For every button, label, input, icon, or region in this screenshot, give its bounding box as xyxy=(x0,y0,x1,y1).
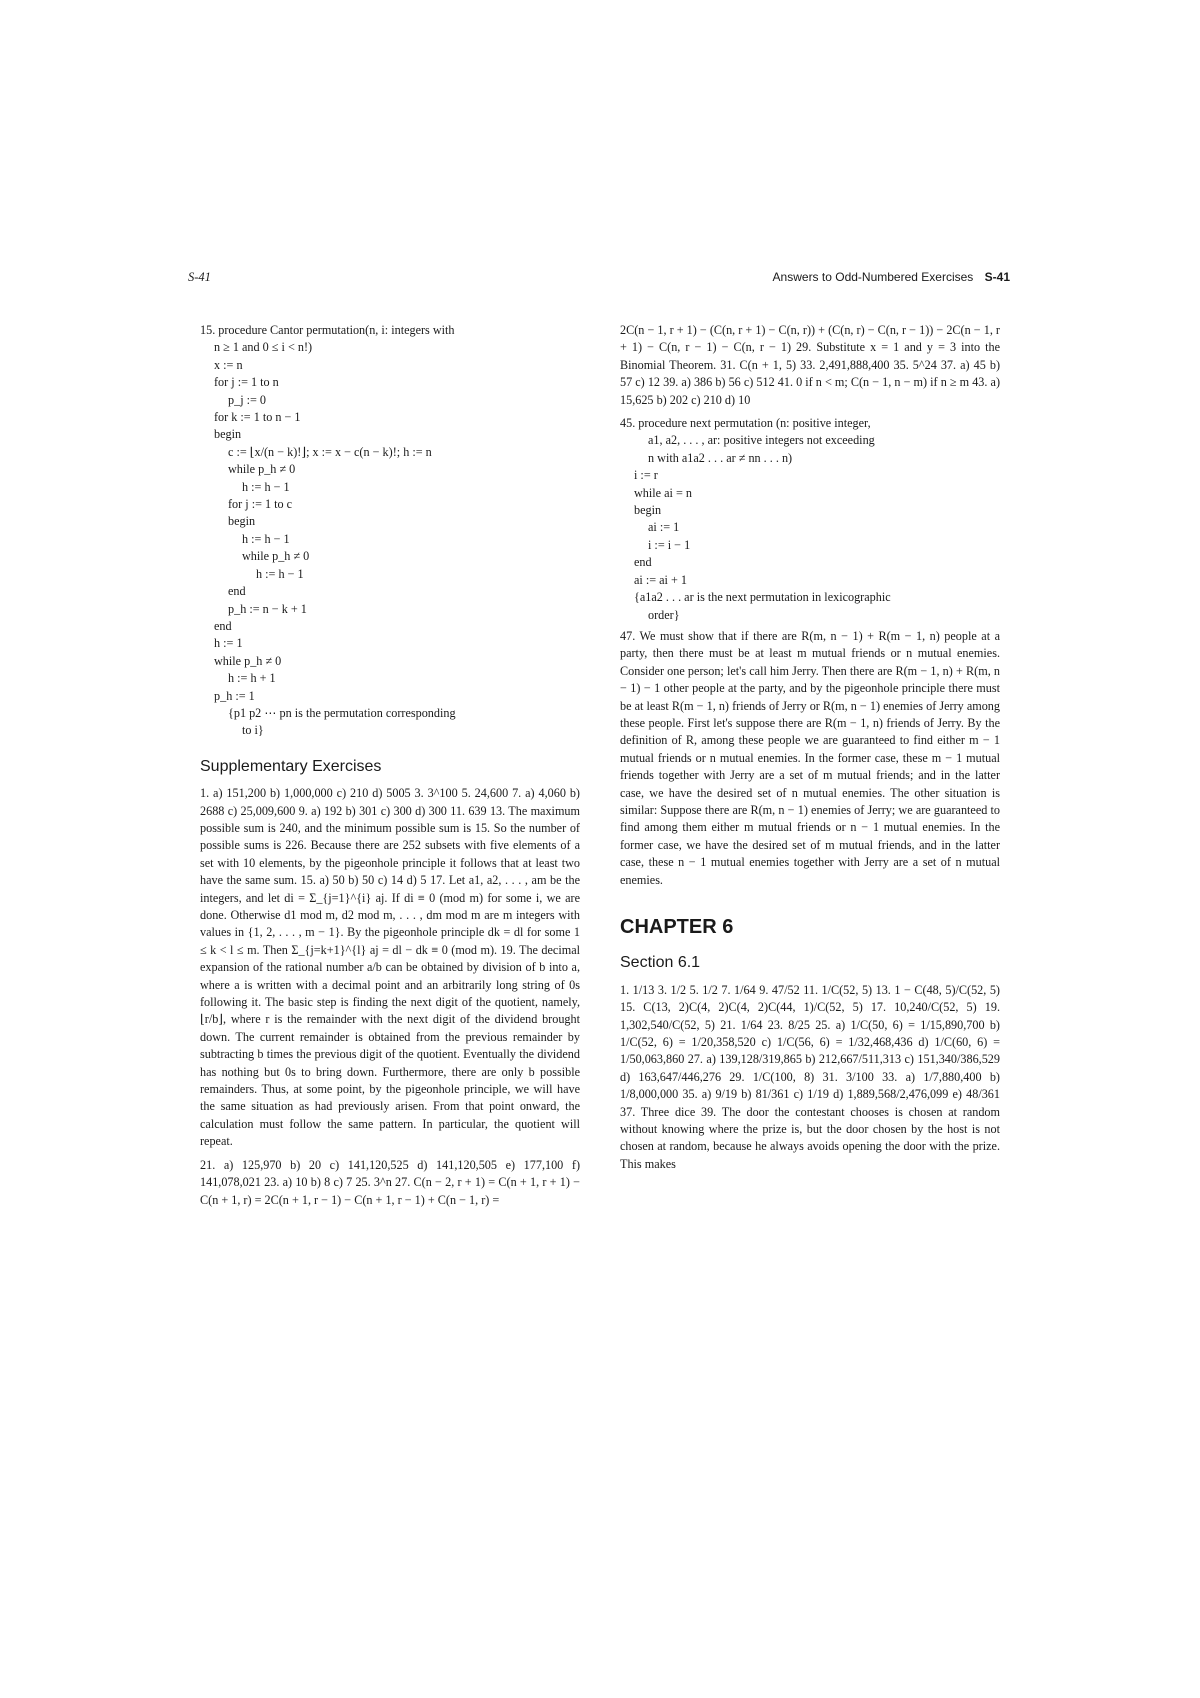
code-comment: {p1 p2 ⋯ pn is the permutation corresponding xyxy=(228,705,456,720)
code-line: p_j := 0 xyxy=(228,392,267,407)
code-line: while p_h ≠ 0 xyxy=(228,462,296,477)
code-line: end xyxy=(634,555,652,570)
left-column xyxy=(200,322,580,1215)
supplementary-answers: 1. a) 151,200 b) 1,000,000 c) 210 d) 5005 3. 3^100 5. 24,600 7. a) 4,060 b) 2688 c) 25,009,600 9. a) 192 b) 301 c) 300 d) 300 11. 639 13. The maximum possible sum is 240, and the minimum possible sum is 15. So the number of possible sums is 226. Because there are 252 subsets with five elements of a set with 10 elements, by the pigeonhole principle it follows that at least two have the same sum. 15. a) 50 b) 50 c) 14 d) 5 17. Let a1, a2, . . . , am be the integers, and let di = Σ_{j=1}^{i} aj. If di ≡ 0 (mod m) for some i, we are done. Otherwise d1 mod m, d2 mod m, . . . , dm mod m are m integers with values in {1, 2, . . . , m − 1}. By the pigeonhole principle dk = dl for some 1 ≤ k < l ≤ m. Then Σ_{j=k+1}^{l} aj = dl − dk ≡ 0 (mod m). 19. The decimal expansion of the rational number a/b can be obtained by division of b into a, where a is written with a decimal point and an arbitrarily long string of 0s following it. The basic step is finding the next digit of the quotient, namely, ⌊r/b⌋, where r is the remainder with the next digit of the dividend brought down. The current remainder is obtained from the previous remainder by subtracting b times the previous digit of the quotient. Eventually the dividend has nothing but 0s to bring down. Furthermore, there are only b possible remainders. Thus, at some point, by the pigeonhole principle, we will have the same situation as had previously arisen. From that point onward, the calculation must follow the same pattern. In particular, the quotient will repeat. xyxy=(200,786,580,1149)
code-line: ai := 1 xyxy=(648,520,680,535)
code-line: i := r xyxy=(634,468,658,483)
code-line: h := h − 1 xyxy=(242,479,290,494)
code-comment: order} xyxy=(648,607,680,622)
code-line: n ≥ 1 and 0 ≤ i < n!) xyxy=(214,340,313,355)
code-line: while p_h ≠ 0 xyxy=(242,549,310,564)
answers-27-43: 2C(n − 1, r + 1) − (C(n, r + 1) − C(n, r)) + (C(n, r) − C(n, r − 1)) − 2C(n − 1, r + 1) − C(n, r − 1) − C(n, r − 1) 29. Substitute x = 1 and y = 3 into the Binomial Theorem. 31. C(n + 1, 5) 33. 2,491,888,400 35. 5^24 37. a) 45 b) 57 c) 12 39. a) 386 b) 56 c) 512 41. 0 if n < m; C(n − 1, n − m) if n ≥ m 43. a) 15,625 b) 202 c) 210 d) 10 xyxy=(620,323,1000,407)
chapter-heading: CHAPTER 6 xyxy=(620,916,734,938)
code-line: i := i − 1 xyxy=(648,537,691,552)
code-line: for j := 1 to n xyxy=(214,375,279,390)
code-line: h := 1 xyxy=(214,636,243,651)
code-line: end xyxy=(228,584,246,599)
code-line: begin xyxy=(634,503,662,518)
section-heading: Section 6.1 xyxy=(620,954,701,972)
code-line: while p_h ≠ 0 xyxy=(214,653,282,668)
supplementary-heading: Supplementary Exercises xyxy=(200,757,382,775)
code-line: while ai = n xyxy=(634,485,692,500)
code-line: ai := ai + 1 xyxy=(634,572,688,587)
page-number-right: S-41 xyxy=(984,270,1010,284)
code-line: c := ⌊x/(n − k)!⌋; x := x − c(n − k)!; h := n xyxy=(228,444,432,459)
section-6-1-answers: 1. 1/13 3. 1/2 5. 1/2 7. 1/64 9. 47/52 11. 1/C(52, 5) 13. 1 − C(48, 5)/C(52, 5) 15. C(13, 2)C(4, 2)C(4, 2)C(44, 1)/C(52, 5) 17. 10,240/C(52, 5) 19. 1,302,540/C(52, 5) 21. 1/64 23. 8/25 25. a) 1/C(50, 6) = 1/15,890,700 b) 1/C(52, 6) = 1/20,358,520 c) 1/C(56, 6) = 1/32,468,436 d) 1/C(60, 6) = 1/50,063,860 27. a) 139,128/319,865 b) 212,667/511,313 c) 151,340/386,529 d) 163,647/446,276 29. 1/C(100, 8) 31. 3/100 33. a) 1/7,880,400 b) 1/8,000,000 35. a) 9/19 b) 81/361 c) 1/19 d) 1,889,568/2,476,099 e) 48/361 37. Three dice 39. The door the contestant chooses is chosen at random without knowing where the prize is, but the door chosen by the host is not chosen at random, because he always avoids opening the door with the prize. This makes xyxy=(620,982,1000,1171)
procedure-45 xyxy=(620,415,1000,624)
code-line: h := h − 1 xyxy=(242,531,290,546)
code-line: h := h + 1 xyxy=(228,671,276,686)
right-column xyxy=(620,322,1000,1179)
code-line: end xyxy=(214,618,232,633)
running-title: Answers to Odd-Numbered Exercises xyxy=(772,270,974,284)
code-line: x := n xyxy=(214,357,243,372)
code-line: begin xyxy=(214,427,242,442)
code-line: h := h − 1 xyxy=(256,566,304,581)
procedure-15 xyxy=(200,322,580,740)
supplementary-answers: 21. a) 125,970 b) 20 c) 141,120,525 d) 141,120,505 e) 177,100 f) 141,078,021 23. a) 10 b) 8 c) 7 25. 3^n 27. C(n − 2, r + 1) = C(n + 1, r + 1) − C(n + 1, r) = 2C(n + 1, r − 1) − C(n + 1, r − 1) + C(n − 1, r) = xyxy=(200,1157,580,1207)
code-line: n with a1a2 . . . ar ≠ nn . . . n) xyxy=(648,450,793,465)
code-line: for k := 1 to n − 1 xyxy=(214,410,301,425)
code-line: begin xyxy=(228,514,256,529)
running-header xyxy=(773,270,1010,284)
page-number-left: S-41 xyxy=(188,270,211,284)
code-line: p_h := 1 xyxy=(214,688,255,703)
code-line: a1, a2, . . . , ar: positive integers not exceeding xyxy=(648,433,875,448)
code-line: for j := 1 to c xyxy=(228,497,293,512)
code-line: p_h := n − k + 1 xyxy=(228,601,307,616)
code-line: 45. procedure next permutation (n: positive integer, xyxy=(620,416,871,431)
code-comment: to i} xyxy=(242,723,264,738)
code-comment: {a1a2 . . . ar is the next permutation in lexicographic xyxy=(634,590,891,605)
code-line: 15. procedure Cantor permutation(n, i: integers with xyxy=(200,323,455,337)
answer-47: 47. We must show that if there are R(m, n − 1) + R(m − 1, n) people at a party, then there must be at least m mutual friends or n mutual enemies. Consider one person; let's call him Jerry. Then there are R(m − 1, n) + R(m, n − 1) − 1 other people at the party, and by the pigeonhole principle there must be at least R(m − 1, n) friends of Jerry or R(m, n − 1) enemies of Jerry among these people. First let's suppose there are R(m − 1, n) friends of Jerry. By the definition of R, among these people we are guaranteed to find either m − 1 mutual friends or n mutual enemies. In the former case, these m − 1 mutual friends together with Jerry are a set of m mutual friends; and in the latter case, we have the desired set of n mutual enemies. The other situation is similar: Suppose there are R(m, n − 1) enemies of Jerry; we are guaranteed to find among them either m mutual friends or n − 1 mutual enemies. In the former case, we have the desired set of m mutual friends, and in the latter case, these n − 1 mutual enemies together with Jerry are a set of n mutual enemies. xyxy=(620,628,1000,887)
